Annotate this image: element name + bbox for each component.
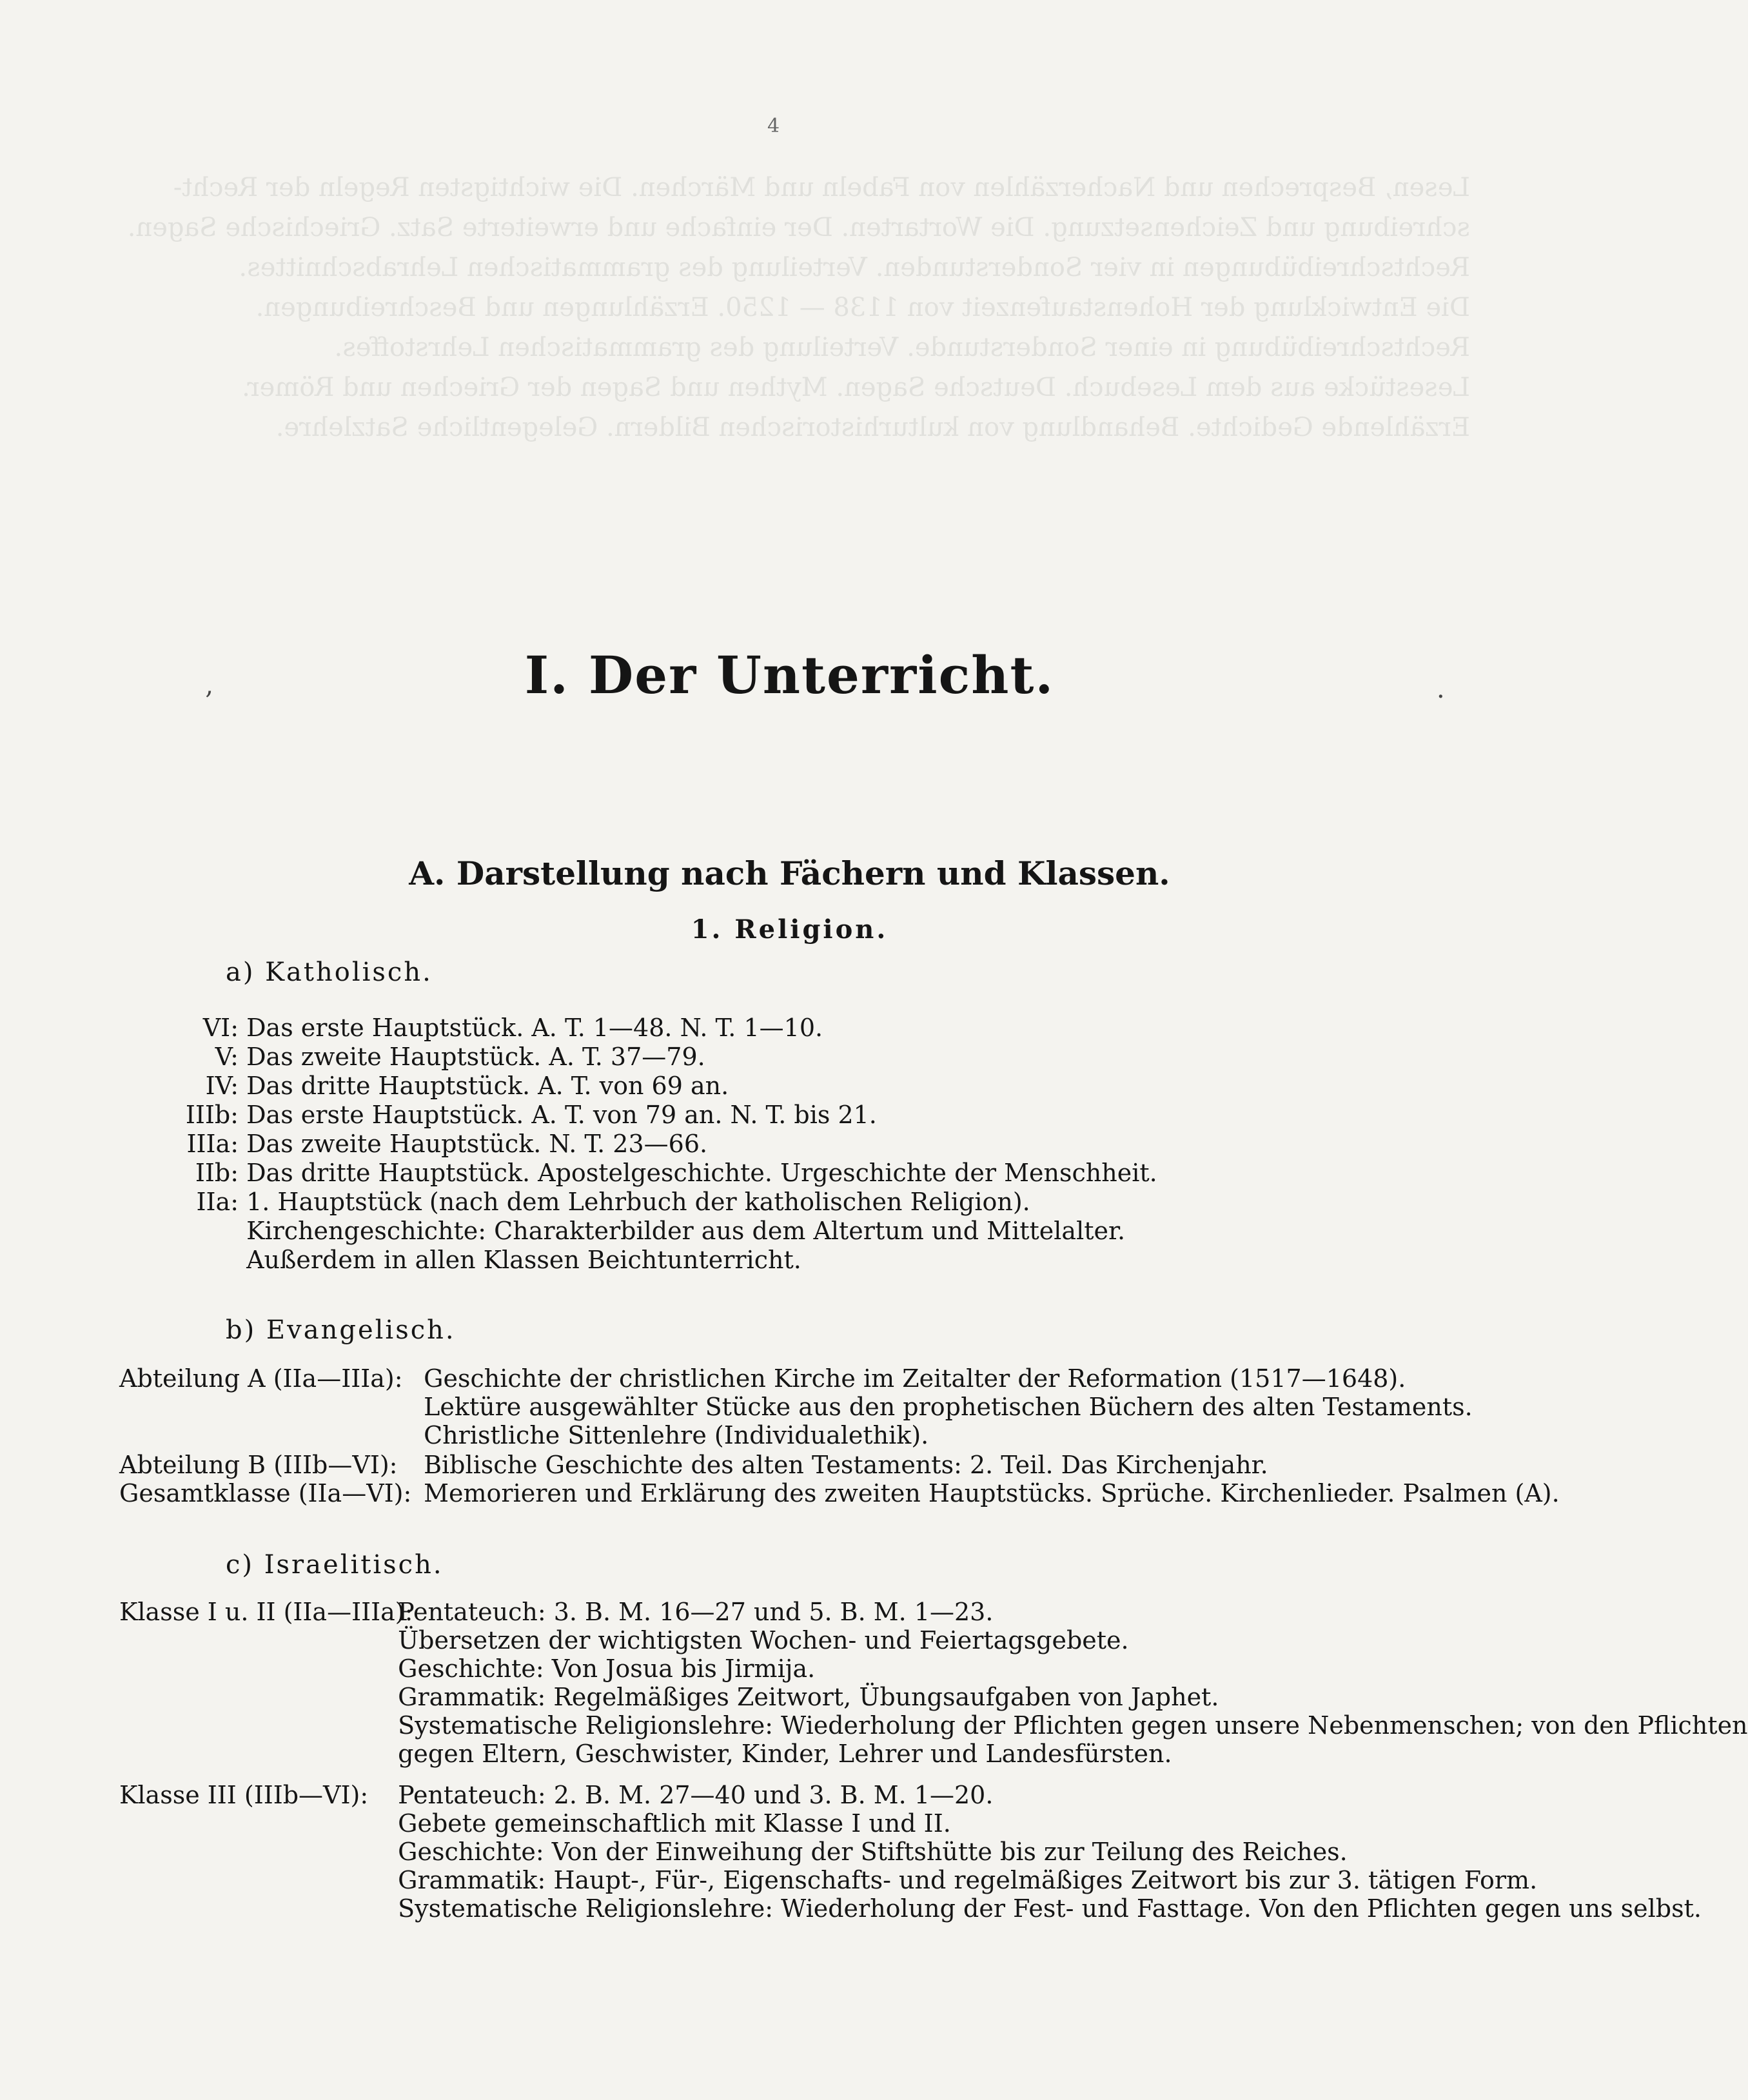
row-text: Das dritte Hauptstück. A. T. von 69 an. <box>246 1072 729 1100</box>
bleed-line: Erzählende Gedichte. Behandlung von kulturhistorischen Bildern. Gelegentliche Satzlehre. <box>275 413 1470 442</box>
class-label: IV: <box>205 1072 239 1100</box>
department-label: Gesamtklasse (IIa—VI): <box>119 1479 412 1507</box>
row-text: Außerdem in allen Klassen Beichtunterricht. <box>246 1246 801 1274</box>
row-text: gegen Eltern, Geschwister, Kinder, Lehrer und Landesfürsten. <box>398 1740 1172 1768</box>
row-text: Das zweite Hauptstück. N. T. 23—66. <box>246 1130 708 1158</box>
israelitisch-row <box>119 1894 1702 1923</box>
israelitisch-row <box>119 1809 951 1838</box>
katholisch-row <box>0 1014 823 1042</box>
row-text: Lektüre ausgewählter Stücke aus den prophetischen Büchern des alten Testaments. <box>424 1393 1473 1421</box>
row-text: Gebete gemeinschaftlich mit Klasse I und II. <box>398 1809 951 1838</box>
row-text: Pentateuch: 3. B. M. 16—27 und 5. B. M. 1—23. <box>398 1598 994 1626</box>
class-label: VI: <box>202 1014 239 1042</box>
row-text: Biblische Geschichte des alten Testaments: 2. Teil. Das Kirchenjahr. <box>424 1451 1268 1479</box>
row-text: Übersetzen der wichtigsten Wochen- und Feiertagsgebete. <box>398 1626 1129 1654</box>
row-text: Geschichte: Von Josua bis Jirmija. <box>398 1654 816 1683</box>
margin-mark: ‚ <box>205 671 213 700</box>
department-label: Abteilung A (IIa—IIIa): <box>119 1364 403 1393</box>
israelitisch-row <box>119 1654 815 1683</box>
class-label: Klasse I u. II (IIa—IIIa): <box>119 1598 413 1626</box>
class-label: V: <box>215 1043 239 1071</box>
row-text: Das erste Hauptstück. A. T. 1—48. N. T. 1—10. <box>246 1014 823 1042</box>
class-label: IIIb: <box>185 1101 239 1129</box>
israelitisch-heading: c) Israelitisch. <box>226 1550 444 1580</box>
israelitisch-row <box>119 1598 993 1626</box>
row-text: Pentateuch: 2. B. M. 27—40 und 3. B. M. 1—20. <box>398 1781 994 1809</box>
israelitisch-row <box>119 1838 1348 1866</box>
katholisch-row <box>0 1188 1030 1216</box>
row-text: Systematische Religionslehre: Wiederholung der Fest- und Fasttage. Von den Pflichten gegen uns selbst. <box>398 1894 1702 1923</box>
row-text: Geschichte der christlichen Kirche im Zeitalter der Reformation (1517—1648). <box>424 1364 1406 1393</box>
class-label: IIIa: <box>186 1130 239 1158</box>
row-text: Das dritte Hauptstück. Apostelgeschichte. Urgeschichte der Menschheit. <box>246 1159 1157 1187</box>
section-title: A. Darstellung nach Fächern und Klassen. <box>409 854 1170 892</box>
bleed-line: Die Entwicklung der Hohenstaufenzeit von 1138 — 1250. Erzählungen und Beschreibungen. <box>255 293 1470 322</box>
katholisch-row <box>0 1101 877 1129</box>
bleed-line: Rechtschreibübungen in vier Sonderstunden. Verteilung des grammatischen Lehrabschnittes. <box>239 253 1470 282</box>
israelitisch-row <box>119 1781 993 1809</box>
row-text: Memorieren und Erklärung des zweiten Hauptstücks. Sprüche. Kirchenlieder. Psalmen (A). <box>424 1479 1560 1507</box>
katholisch-row <box>0 1043 705 1071</box>
bleed-through-text <box>116 168 1470 447</box>
israelitisch-row <box>119 1740 1172 1768</box>
page-title: I. Der Unterricht. <box>524 645 1055 705</box>
katholisch-row <box>0 1217 1125 1245</box>
row-text: Systematische Religionslehre: Wiederholung der Pflichten gegen unsere Nebenmenschen; von den Pflichten <box>398 1711 1748 1740</box>
bleed-line: schreibung und Zeichensetzung. Die Wortarten. Der einfache und erweiterte Satz. Griechische Sagen. <box>127 213 1470 242</box>
israelitisch-row <box>119 1626 1129 1654</box>
row-text: Grammatik: Haupt-, Für-, Eigenschafts- und regelmäßiges Zeitwort bis zur 3. tätigen Form. <box>398 1866 1538 1894</box>
row-text: Geschichte: Von der Einweihung der Stiftshütte bis zur Teilung des Reiches. <box>398 1838 1348 1866</box>
page-number: 4 <box>767 115 780 137</box>
israelitisch-row <box>119 1683 1219 1711</box>
evangelisch-heading: b) Evangelisch. <box>226 1315 456 1345</box>
bleed-line: Lesestücke aus dem Lesebuch. Deutsche Sagen. Mythen und Sagen der Griechen und Römer. <box>242 373 1470 402</box>
row-text: Das zweite Hauptstück. A. T. 37—79. <box>246 1043 705 1071</box>
evangelisch-row <box>119 1479 1560 1507</box>
evangelisch-row <box>119 1421 928 1449</box>
row-text: 1. Hauptstück (nach dem Lehrbuch der katholischen Religion). <box>246 1188 1030 1216</box>
katholisch-row <box>0 1072 729 1100</box>
bleed-line: Lesen, Besprechen und Nacherzählen von Fabeln und Märchen. Die wichtigsten Regeln der Recht- <box>173 173 1470 202</box>
evangelisch-row <box>119 1364 1406 1393</box>
katholisch-heading: a) Katholisch. <box>226 957 433 987</box>
row-text: Christliche Sittenlehre (Individualethik). <box>424 1421 929 1449</box>
evangelisch-row <box>119 1393 1473 1421</box>
katholisch-row <box>0 1246 801 1274</box>
row-text: Grammatik: Regelmäßiges Zeitwort, Übungsaufgaben von Japhet. <box>398 1683 1219 1711</box>
katholisch-row <box>0 1159 1157 1187</box>
row-text: Kirchengeschichte: Charakterbilder aus dem Altertum und Mittelalter. <box>246 1217 1126 1245</box>
israelitisch-row <box>119 1866 1537 1894</box>
katholisch-row <box>0 1130 707 1158</box>
class-label: IIa: <box>196 1188 239 1216</box>
margin-mark: · <box>1437 682 1445 712</box>
israelitisch-row <box>119 1711 1748 1740</box>
subsection-title: 1. Religion. <box>691 914 889 945</box>
department-label: Abteilung B (IIIb—VI): <box>119 1451 398 1479</box>
evangelisch-row <box>119 1451 1268 1479</box>
row-text: Das erste Hauptstück. A. T. von 79 an. N. T. bis 21. <box>246 1101 877 1129</box>
class-label: IIb: <box>195 1159 239 1187</box>
bleed-line: Rechtschreibübung in einer Sonderstunde. Verteilung des grammatischen Lehrstoffes. <box>334 333 1470 362</box>
class-label: Klasse III (IIIb—VI): <box>119 1781 369 1809</box>
